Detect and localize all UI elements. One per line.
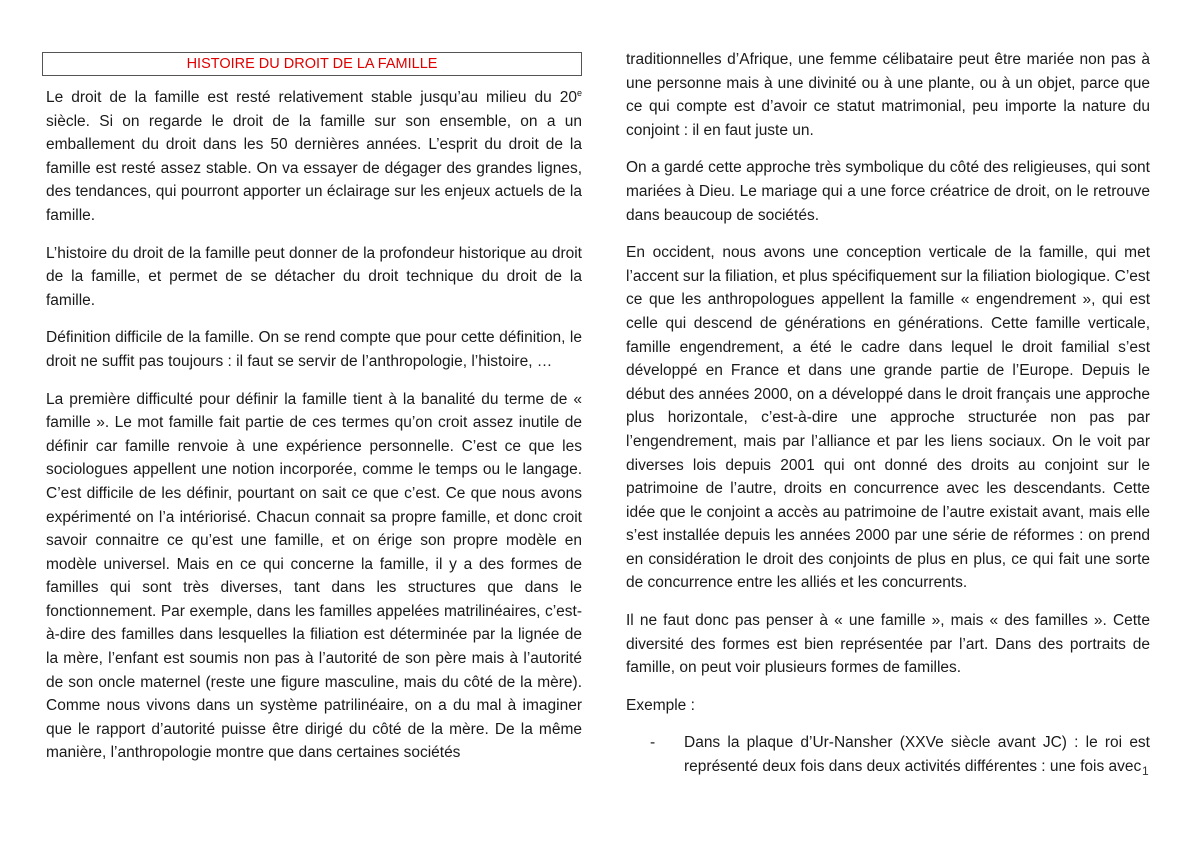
document-title: HISTOIRE DU DROIT DE LA FAMILLE bbox=[42, 52, 582, 76]
intro-text-end: siècle. Si on regarde le droit de la famille sur son ensemble, on a un emballement du droit dans les 50 dernières années. L’esprit du droit de la famille est resté assez stable. On va essayer de dégager des grandes lignes, des tendances, qui pourront apporter un éclairage sur les enjeux actuels de la famille. bbox=[46, 112, 582, 224]
list-item bbox=[626, 731, 1150, 778]
paragraph-families: Il ne faut donc pas penser à « une famille », mais « des familles ». Cette diversité des formes est bien représentée par l’art. Dans des portraits de famille, on peut voir plusieurs formes de familles. bbox=[626, 612, 1150, 677]
paragraph-definition: Définition difficile de la famille. On se rend compte que pour cette définition, le droit ne suffit pas toujours : il faut se servir de l’anthropologie, l’histoire, … bbox=[46, 329, 582, 370]
paragraph-africa: traditionnelles d’Afrique, une femme célibataire peut être mariée non pas à une personne mais à une divinité ou à une plante, ou à un objet, parce que ce qui compte est d’avoir ce statut matrimonial, peu importe la nature du conjoint : il en faut juste un. bbox=[626, 51, 1150, 139]
paragraph-difficulty: La première difficulté pour définir la famille tient à la banalité du terme de « famille ». Le mot famille fait partie de ces termes qu’on croit assez inutile de définir car famille renvoie à une expérience personnelle. C’est ce que les sociologues appellent une notion incorporée, comme le temps ou le langage. C’est difficile de les définir, pourtant on sait ce que c’est. Ce que nous avons expérimenté on l’a intériorisé. Chacun connait sa propre famille, et donc croit savoir connaitre ce qu’est une famille, et on érige son propre modèle en modèle universel. Mais en ce qui concerne la famille, il y a des formes de familles qui sont très diverses, tant dans les structures que dans le fonctionnement. Par exemple, dans les familles appelées matrilinéaires, c’est-à-dire des familles dans lesquelles la filiation est déterminée par la lignée de la mère, l’enfant est soumis non pas à l’autorité de son père mais à l’autorité de son oncle maternel (reste une figure masculine, mais du côté de la mère). Comme nous vivons dans un système patrilinéaire, on a du mal à imaginer que le rapport d’autorité puisse être dirigé du côté de la mère. De la même manière, l’anthropologie montre que dans certaines sociétés bbox=[46, 390, 582, 762]
paragraph-intro bbox=[46, 86, 582, 228]
bullet-text: Dans la plaque d’Ur-Nansher (XXVe siècle avant JC) : le roi est représenté deux fois dans deux activités différentes : une fois avec bbox=[684, 734, 1150, 776]
left-column bbox=[46, 86, 582, 779]
paragraph-religious: On a gardé cette approche très symbolique du côté des religieuses, qui sont mariées à Dieu. Le mariage qui a une force créatrice de droit, on le retrouve dans beaucoup de sociétés. bbox=[626, 159, 1150, 224]
paragraph-history: L’histoire du droit de la famille peut donner de la profondeur historique au droit de la famille, et permet de se détacher du droit technique du droit de la famille. bbox=[46, 244, 582, 309]
page-number: 1 bbox=[1142, 764, 1149, 778]
intro-text-start: Le droit de la famille est resté relativement stable jusqu’au milieu du 20 bbox=[46, 89, 577, 106]
bullet-dash: - bbox=[650, 734, 656, 752]
paragraph-occident: En occident, nous avons une conception verticale de la famille, qui met l’accent sur la filiation, et plus spécifiquement sur la filiation biologique. C’est ce que les anthropologues appellent la famille « engendrement », qui est celle qui descend de générations en générations. Cette famille verticale, famille engendrement, a été le cadre dans lequel le droit familial s’est développé en France et dans une grande partie de l’Europe. Depuis le début des années 2000, on a développé dans le droit français une approche plus horizontale, c’est-à-dire une approche structurée non pas par l’engendrement, mais par l’alliance et par les liens sociaux. On le voit par diverses lois depuis 2001 qui ont donné des droits au conjoint sur le patrimoine de l’autre, droits en concurrence avec les descendants. Cette idée que le conjoint a accès au patrimoine de l’autre existait avant, mais elle s’est installée depuis les années 2000 par une série de réformes : on prend en considération le droit des conjoints de plus en plus, ce qui fait une sorte de concurrence entre les alliés et les concurrents. bbox=[626, 244, 1150, 592]
right-column bbox=[626, 48, 1150, 779]
example-label: Exemple : bbox=[626, 696, 695, 714]
century-superscript: e bbox=[576, 87, 582, 98]
